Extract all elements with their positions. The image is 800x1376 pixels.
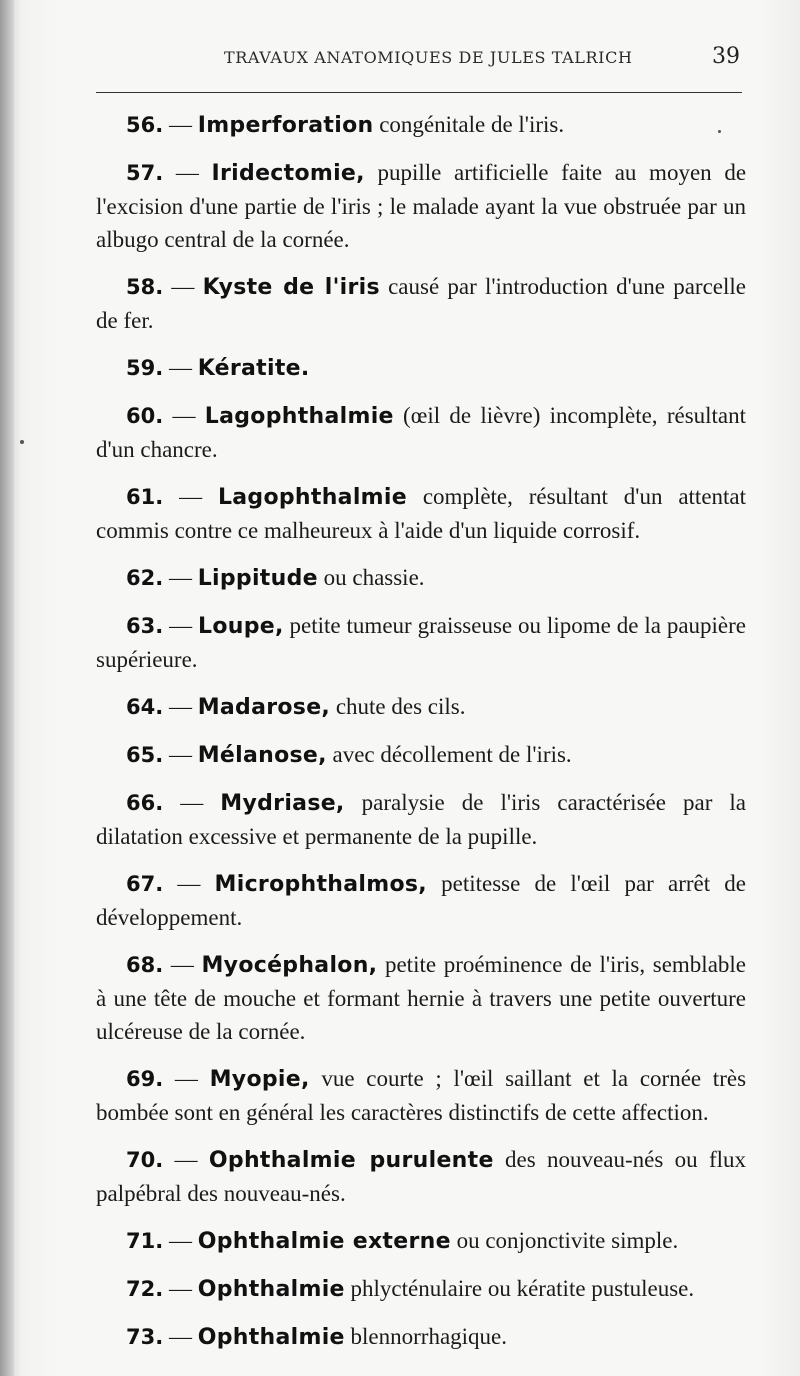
list-item: 57. — Iridectomie, pupille artificielle faite au moyen de l'excision d'une partie de l'iris ; le malade ayant la vue obstruée par un albugo central de la cornée. <box>96 160 747 252</box>
entry-term: Ophthalmie purulente <box>208 1148 494 1173</box>
entry-description: ou conjonctivite simple. <box>456 1228 679 1253</box>
entry-term: Microphthalmos, <box>214 872 427 897</box>
list-item: 60. — Lagophthalmie (œil de lièvre) incomplète, résultant d'un chancre. <box>96 403 747 462</box>
entry-description: pupille artificielle faite au moyen de l'excision d'une partie de l'iris ; le malade ayant la vue obstruée par un albugo central de la cornée. <box>96 160 747 252</box>
entry-description: ou chassie. <box>323 565 425 590</box>
entry-term: Ophthalmie externe <box>197 1229 451 1254</box>
list-item: 66. — Mydriase, paralysie de l'iris caractérisée par la dilatation excessive et permanente de la pupille. <box>96 790 746 849</box>
entry-number: 58. <box>126 275 164 299</box>
entry-term: Myopie, <box>209 1067 310 1092</box>
entry-description: des nouveau-nés ou flux palpébral des nouveau-nés. <box>96 1147 746 1206</box>
list-item: 73. — Ophthalmie blennorrhagique. <box>126 1324 508 1350</box>
entry-number: 66. <box>126 791 164 815</box>
list-item: 67. — Microphthalmos, petitesse de l'œil par arrêt de développement. <box>96 871 746 930</box>
entry-description: chute des cils. <box>335 694 466 719</box>
ink-speck <box>718 130 721 133</box>
list-item: 56. — Imperforation congénitale de l'iris. <box>126 112 565 138</box>
page-number: 39 <box>712 44 740 69</box>
entry-description: petite tumeur graisseuse ou lipome de la paupière supérieure. <box>96 613 747 672</box>
list-item: 70. — Ophthalmie purulente des nouveau-nés ou flux palpébral des nouveau-nés. <box>96 1147 746 1206</box>
list-item: 69. — Myopie, vue courte ; l'œil saillant et la cornée très bombée sont en général les caractères distinctifs de cette affection. <box>96 1066 747 1125</box>
entry-term: Kératite. <box>197 356 310 381</box>
entry-term: Madarose, <box>197 695 331 720</box>
entry-description: petitesse de l'œil par arrêt de développement. <box>96 871 746 930</box>
entry-number: 63. <box>126 614 164 638</box>
list-item: 65. — Mélanose, avec décollement de l'iris. <box>126 742 572 768</box>
entry-description: (œil de lièvre) incomplète, résultant d'un chancre. <box>96 403 747 462</box>
running-title: TRAVAUX ANATOMIQUES DE JULES TALRICH <box>224 48 633 67</box>
entry-description: vue courte ; l'œil saillant et la cornée très bombée sont en général les caractères distinctifs de cette affection. <box>96 1066 747 1125</box>
entry-description: paralysie de l'iris caractérisée par la dilatation excessive et permanente de la pupille. <box>96 790 746 849</box>
list-item: 64. — Madarose, chute des cils. <box>126 694 466 720</box>
entry-term: Ophthalmie <box>197 1277 345 1302</box>
entry-description: complète, résultant d'un attentat commis contre ce malheureux à l'aide d'un liquide corrosif. <box>96 484 747 543</box>
entry-term: Lagophthalmie <box>204 404 394 429</box>
list-item: 62. — Lippitude ou chassie. <box>126 565 425 591</box>
list-item: 59. — Kératite. <box>126 355 310 381</box>
entry-description: congénitale de l'iris. <box>379 112 565 137</box>
entry-number: 69. <box>126 1067 164 1091</box>
entry-term: Lippitude <box>197 566 318 591</box>
entry-term: Loupe, <box>198 614 284 639</box>
entry-number: 56. <box>126 113 164 137</box>
list-item: 61. — Lagophthalmie complète, résultant d'un attentat commis contre ce malheureux à l'aide d'un liquide corrosif. <box>96 484 747 543</box>
entry-term: Myocéphalon, <box>201 953 378 978</box>
entry-term: Iridectomie, <box>211 161 365 186</box>
entry-number: 59. <box>126 356 164 380</box>
entry-number: 67. <box>126 872 164 896</box>
entry-term: Mélanose, <box>197 743 327 768</box>
entry-number: 68. <box>126 953 164 977</box>
entry-description: phlycténulaire ou kératite pustuleuse. <box>350 1276 695 1301</box>
list-item: 71. — Ophthalmie externe ou conjonctivite simple. <box>126 1228 679 1254</box>
entry-term: Kyste de l'iris <box>202 275 380 300</box>
ink-speck <box>20 440 24 444</box>
entry-number: 65. <box>126 743 164 767</box>
entry-number: 61. <box>126 485 164 509</box>
entry-number: 64. <box>126 695 164 719</box>
entry-number: 57. <box>126 161 164 185</box>
entry-term: Lagophthalmie <box>217 485 407 510</box>
list-item: 63. — Loupe, petite tumeur graisseuse ou lipome de la paupière supérieure. <box>96 613 747 672</box>
entry-term: Imperforation <box>197 113 374 138</box>
header-rule <box>96 92 742 93</box>
entry-number: 73. <box>126 1325 164 1349</box>
entry-term: Ophthalmie <box>197 1325 345 1350</box>
binding-shadow <box>0 0 14 1376</box>
entry-description: causé par l'introduction d'une parcelle de fer. <box>96 274 746 333</box>
entry-description: avec décollement de l'iris. <box>332 742 572 767</box>
page-header <box>96 42 746 82</box>
entry-number: 72. <box>126 1277 164 1301</box>
entry-number: 71. <box>126 1229 164 1253</box>
entry-description: petite proéminence de l'iris, semblable à une tête de mouche et formant hernie à travers une petite ouverture ulcéreuse de la cornée. <box>96 952 747 1044</box>
list-item: 72. — Ophthalmie phlycténulaire ou kératite pustuleuse. <box>126 1276 695 1302</box>
entry-number: 60. <box>126 404 164 428</box>
entry-description: blennorrhagique. <box>350 1324 508 1349</box>
entry-number: 70. <box>126 1148 164 1172</box>
entry-list <box>96 108 746 1368</box>
list-item: 58. — Kyste de l'iris causé par l'introduction d'une parcelle de fer. <box>96 274 746 333</box>
entry-number: 62. <box>126 566 164 590</box>
entry-term: Mydriase, <box>220 791 345 816</box>
list-item: 68. — Myocéphalon, petite proéminence de l'iris, semblable à une tête de mouche et formant hernie à travers une petite ouverture ulcéreuse de la cornée. <box>96 952 747 1044</box>
